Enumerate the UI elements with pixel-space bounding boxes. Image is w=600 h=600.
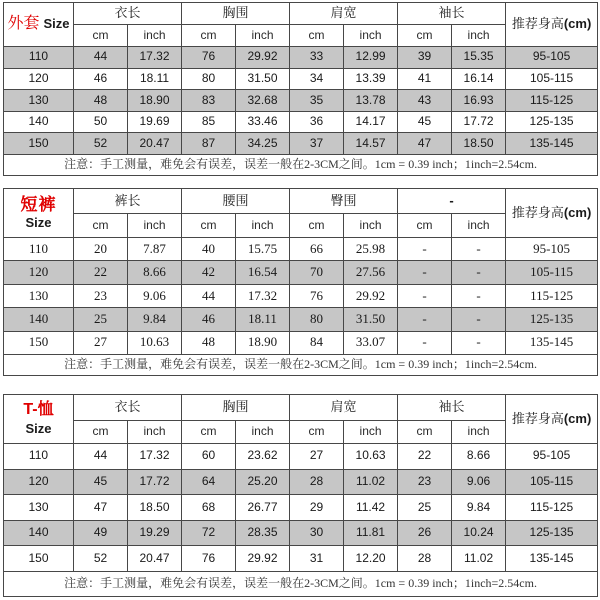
table-row (4, 444, 598, 470)
measurement-header: 臀围 (290, 189, 398, 214)
tshirt-size-table (3, 394, 598, 597)
table-row (4, 90, 598, 112)
measurement-cell: 25 (74, 308, 128, 331)
measurement-cell: 14.17 (344, 111, 398, 133)
unit-header-cm: cm (290, 421, 344, 444)
measurement-cell: 9.84 (452, 495, 506, 521)
measurement-cell: 22 (74, 261, 128, 284)
measurement-cell: - (398, 261, 452, 284)
measurement-header: 肩宽 (290, 395, 398, 421)
measurement-header: - (398, 189, 506, 214)
table-row (4, 495, 598, 521)
measurement-header: 肩宽 (290, 3, 398, 25)
recommended-height-label: 推荐身高 (511, 410, 564, 426)
measurement-cell: 48 (74, 90, 128, 112)
measurement-cell: 44 (182, 284, 236, 307)
measurement-cell: 31.50 (236, 68, 290, 90)
measurement-cell: 42 (182, 261, 236, 284)
table-row (4, 47, 598, 69)
unit-header-inch: inch (128, 421, 182, 444)
measurement-cell: - (452, 331, 506, 354)
measurement-cell: 32.68 (236, 90, 290, 112)
note-row (4, 354, 598, 375)
recommended-height-cell: 135-145 (506, 133, 598, 155)
measurement-cell: 46 (182, 308, 236, 331)
unit-header-cm: cm (398, 214, 452, 238)
measurement-cell: 36 (290, 111, 344, 133)
measurement-cell: 17.32 (128, 444, 182, 470)
garment-label-cell (4, 3, 74, 47)
measurement-header: 裤长 (74, 189, 182, 214)
measurement-cell: 26 (398, 520, 452, 546)
measurement-cell: 23 (398, 469, 452, 495)
unit-header-inch: inch (344, 421, 398, 444)
measurement-cell: 47 (74, 495, 128, 521)
measurement-cell: 29.92 (344, 284, 398, 307)
measurement-cell: 64 (182, 469, 236, 495)
measurement-cell: 44 (74, 444, 128, 470)
recommended-height-unit: (cm) (563, 204, 592, 220)
measurement-cell: 29.92 (236, 546, 290, 572)
measurement-cell: 8.66 (452, 444, 506, 470)
garment-label-cell (4, 395, 74, 444)
measurement-cell: - (398, 308, 452, 331)
size-label: Size (25, 420, 52, 436)
jacket-size-table (3, 2, 598, 176)
measurement-cell: 28 (290, 469, 344, 495)
recommended-height-label: 推荐身高 (511, 16, 564, 32)
unit-header-cm: cm (398, 25, 452, 47)
measurement-header: 袖长 (398, 3, 506, 25)
size-cell: 140 (4, 308, 74, 331)
size-cell: 150 (4, 331, 74, 354)
measurement-cell: 25 (398, 495, 452, 521)
recommended-height-header (506, 189, 598, 238)
measurement-cell: 41 (398, 68, 452, 90)
garment-type-label: 短裤 (20, 194, 57, 214)
table-row (4, 261, 598, 284)
measurement-cell: 48 (182, 331, 236, 354)
unit-header-cm: cm (74, 214, 128, 238)
unit-header-inch: inch (236, 214, 290, 238)
measurement-cell: 17.72 (452, 111, 506, 133)
measurement-cell: 28.35 (236, 520, 290, 546)
recommended-height-cell: 95-105 (506, 47, 598, 69)
measurement-cell: 33 (290, 47, 344, 69)
header-row-measurements (4, 189, 598, 214)
measurement-cell: - (398, 238, 452, 261)
unit-header-inch: inch (344, 25, 398, 47)
measurement-cell: 16.14 (452, 68, 506, 90)
table-row (4, 308, 598, 331)
size-cell: 110 (4, 47, 74, 69)
unit-header-cm: cm (290, 214, 344, 238)
table-row (4, 469, 598, 495)
size-cell: 120 (4, 261, 74, 284)
measurement-cell: 33.46 (236, 111, 290, 133)
size-label: Size (43, 16, 70, 32)
measurement-cell: 20 (74, 238, 128, 261)
measurement-cell: 34 (290, 68, 344, 90)
measurement-cell: 18.90 (128, 90, 182, 112)
table-row (4, 284, 598, 307)
measurement-cell: 49 (74, 520, 128, 546)
measurement-cell: 60 (182, 444, 236, 470)
measurement-cell: 76 (182, 546, 236, 572)
unit-header-inch: inch (128, 214, 182, 238)
recommended-height-cell: 95-105 (506, 238, 598, 261)
header-row-measurements (4, 395, 598, 421)
note-row (4, 154, 598, 175)
measurement-note: 注意：手工测量，难免会有误差，误差一般在2-3CM之间。1cm = 0.39 inch；1inch=2.54cm. (4, 571, 598, 596)
measurement-cell: 83 (182, 90, 236, 112)
measurement-cell: 84 (290, 331, 344, 354)
size-cell: 120 (4, 68, 74, 90)
size-cell: 130 (4, 495, 74, 521)
recommended-height-unit: (cm) (563, 16, 592, 32)
measurement-cell: 17.72 (128, 469, 182, 495)
measurement-cell: 18.11 (236, 308, 290, 331)
table-row (4, 520, 598, 546)
measurement-cell: 34.25 (236, 133, 290, 155)
measurement-cell: 31 (290, 546, 344, 572)
measurement-cell: 26.77 (236, 495, 290, 521)
measurement-cell: 27.56 (344, 261, 398, 284)
table-row (4, 111, 598, 133)
measurement-cell: 68 (182, 495, 236, 521)
measurement-cell: 33.07 (344, 331, 398, 354)
measurement-cell: 27 (74, 331, 128, 354)
measurement-cell: 45 (74, 469, 128, 495)
measurement-cell: 76 (182, 47, 236, 69)
recommended-height-header (506, 395, 598, 444)
table-row (4, 68, 598, 90)
size-cell: 130 (4, 90, 74, 112)
recommended-height-header (506, 3, 598, 47)
header-row-measurements (4, 3, 598, 25)
measurement-cell: 27 (290, 444, 344, 470)
measurement-cell: 10.63 (128, 331, 182, 354)
measurement-cell: 80 (290, 308, 344, 331)
measurement-cell: 66 (290, 238, 344, 261)
measurement-cell: 31.50 (344, 308, 398, 331)
unit-header-cm: cm (74, 421, 128, 444)
unit-header-inch: inch (344, 214, 398, 238)
recommended-height-cell: 105-115 (506, 68, 598, 90)
measurement-cell: 28 (398, 546, 452, 572)
garment-label-cell (4, 189, 74, 238)
measurement-cell: 9.06 (452, 469, 506, 495)
measurement-header: 衣长 (74, 3, 182, 25)
measurement-cell: 7.87 (128, 238, 182, 261)
measurement-cell: 11.02 (452, 546, 506, 572)
size-cell: 150 (4, 546, 74, 572)
measurement-cell: 11.42 (344, 495, 398, 521)
measurement-cell: 19.29 (128, 520, 182, 546)
size-cell: 130 (4, 284, 74, 307)
measurement-cell: 23.62 (236, 444, 290, 470)
unit-header-inch: inch (452, 214, 506, 238)
measurement-cell: 30 (290, 520, 344, 546)
measurement-cell: - (452, 308, 506, 331)
measurement-cell: 16.93 (452, 90, 506, 112)
measurement-cell: 52 (74, 133, 128, 155)
recommended-height-cell: 95-105 (506, 444, 598, 470)
table-row (4, 238, 598, 261)
measurement-header: 衣长 (74, 395, 182, 421)
measurement-cell: 25.98 (344, 238, 398, 261)
measurement-cell: 20.47 (128, 133, 182, 155)
size-cell: 120 (4, 469, 74, 495)
measurement-cell: 22 (398, 444, 452, 470)
measurement-cell: 12.20 (344, 546, 398, 572)
measurement-cell: 15.35 (452, 47, 506, 69)
size-cell: 110 (4, 444, 74, 470)
measurement-cell: 20.47 (128, 546, 182, 572)
recommended-height-cell: 115-125 (506, 284, 598, 307)
measurement-header: 胸围 (182, 395, 290, 421)
recommended-height-cell: 105-115 (506, 261, 598, 284)
table-row (4, 133, 598, 155)
size-cell: 150 (4, 133, 74, 155)
measurement-cell: 18.90 (236, 331, 290, 354)
table-row (4, 546, 598, 572)
measurement-cell: 37 (290, 133, 344, 155)
recommended-height-cell: 125-135 (506, 111, 598, 133)
measurement-cell: 85 (182, 111, 236, 133)
measurement-cell: 45 (398, 111, 452, 133)
recommended-height-cell: 115-125 (506, 495, 598, 521)
measurement-cell: 52 (74, 546, 128, 572)
measurement-cell: 46 (74, 68, 128, 90)
measurement-cell: 72 (182, 520, 236, 546)
unit-header-cm: cm (182, 421, 236, 444)
measurement-cell: 50 (74, 111, 128, 133)
measurement-cell: 9.84 (128, 308, 182, 331)
garment-type-label: 外套 (7, 15, 40, 33)
measurement-cell: 70 (290, 261, 344, 284)
measurement-cell: 10.24 (452, 520, 506, 546)
unit-header-cm: cm (398, 421, 452, 444)
unit-header-cm: cm (74, 25, 128, 47)
unit-header-cm: cm (182, 25, 236, 47)
measurement-header: 胸围 (182, 3, 290, 25)
shorts-size-table (3, 188, 598, 376)
recommended-height-cell: 115-125 (506, 90, 598, 112)
measurement-cell: 44 (74, 47, 128, 69)
recommended-height-cell: 125-135 (506, 520, 598, 546)
measurement-cell: - (452, 284, 506, 307)
unit-header-cm: cm (182, 214, 236, 238)
measurement-cell: 47 (398, 133, 452, 155)
unit-header-inch: inch (452, 25, 506, 47)
measurement-cell: 87 (182, 133, 236, 155)
size-label: Size (25, 215, 52, 231)
measurement-header: 腰围 (182, 189, 290, 214)
measurement-cell: 17.32 (128, 47, 182, 69)
table-row (4, 331, 598, 354)
measurement-cell: 11.81 (344, 520, 398, 546)
measurement-cell: - (398, 331, 452, 354)
measurement-cell: 16.54 (236, 261, 290, 284)
measurement-cell: 11.02 (344, 469, 398, 495)
measurement-cell: 15.75 (236, 238, 290, 261)
unit-header-cm: cm (290, 25, 344, 47)
measurement-cell: 23 (74, 284, 128, 307)
measurement-cell: - (452, 261, 506, 284)
measurement-cell: 9.06 (128, 284, 182, 307)
measurement-cell: 25.20 (236, 469, 290, 495)
recommended-height-unit: (cm) (563, 410, 592, 426)
measurement-cell: 76 (290, 284, 344, 307)
recommended-height-cell: 105-115 (506, 469, 598, 495)
measurement-cell: 14.57 (344, 133, 398, 155)
measurement-cell: 29 (290, 495, 344, 521)
recommended-height-cell: 135-145 (506, 546, 598, 572)
measurement-cell: 80 (182, 68, 236, 90)
measurement-cell: 18.50 (128, 495, 182, 521)
measurement-cell: 43 (398, 90, 452, 112)
measurement-note: 注意：手工测量，难免会有误差，误差一般在2-3CM之间。1cm = 0.39 inch；1inch=2.54cm. (4, 354, 598, 375)
measurement-cell: - (398, 284, 452, 307)
unit-header-inch: inch (128, 25, 182, 47)
measurement-cell: 10.63 (344, 444, 398, 470)
recommended-height-cell: 125-135 (506, 308, 598, 331)
measurement-cell: 40 (182, 238, 236, 261)
measurement-cell: 18.50 (452, 133, 506, 155)
measurement-cell: 17.32 (236, 284, 290, 307)
measurement-note: 注意：手工测量，难免会有误差，误差一般在2-3CM之间。1cm = 0.39 inch；1inch=2.54cm. (4, 154, 598, 175)
recommended-height-label: 推荐身高 (511, 204, 564, 220)
measurement-cell: 18.11 (128, 68, 182, 90)
measurement-cell: 12.99 (344, 47, 398, 69)
measurement-cell: 13.78 (344, 90, 398, 112)
note-row (4, 571, 598, 596)
measurement-cell: - (452, 238, 506, 261)
size-cell: 110 (4, 238, 74, 261)
recommended-height-cell: 135-145 (506, 331, 598, 354)
size-cell: 140 (4, 520, 74, 546)
measurement-cell: 19.69 (128, 111, 182, 133)
garment-type-label: T-恤 (23, 401, 54, 419)
measurement-header: 袖长 (398, 395, 506, 421)
unit-header-inch: inch (452, 421, 506, 444)
measurement-cell: 39 (398, 47, 452, 69)
measurement-cell: 13.39 (344, 68, 398, 90)
measurement-cell: 29.92 (236, 47, 290, 69)
unit-header-inch: inch (236, 25, 290, 47)
measurement-cell: 35 (290, 90, 344, 112)
measurement-cell: 8.66 (128, 261, 182, 284)
size-cell: 140 (4, 111, 74, 133)
unit-header-inch: inch (236, 421, 290, 444)
